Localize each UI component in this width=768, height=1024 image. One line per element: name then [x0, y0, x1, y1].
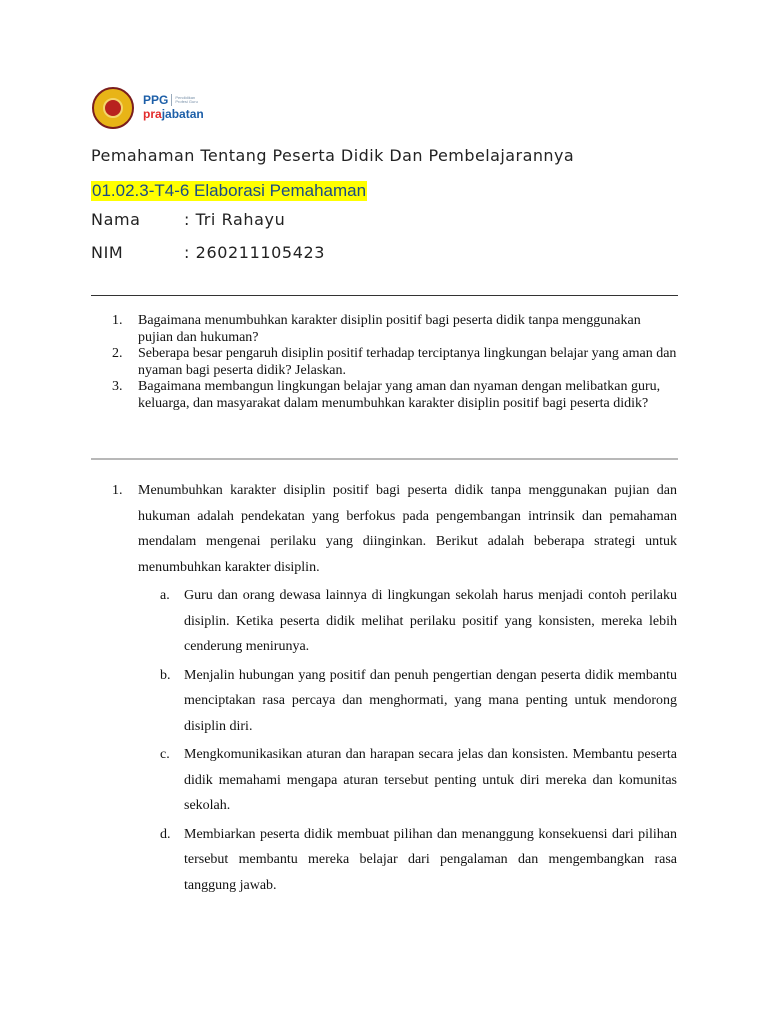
strategy-text: Mengkomunikasikan aturan dan harapan secara jelas dan konsisten. Membantu peserta didik memahami mengapa aturan tersebut penting untuk diri mereka dan komunitas sekolah.: [184, 747, 677, 813]
name-label: Nama: [91, 210, 141, 229]
brand-pra: pra: [143, 107, 162, 121]
brand-text: [143, 94, 204, 122]
answer-intro: Menumbuhkan karakter disiplin positif bagi peserta didik tanpa menggunakan pujian dan hukuman adalah pendekatan yang berfokus pada pengembangan intrinsik dan pemahaman mendalam mengenai perilaku yang diinginkan. Berikut adalah beberapa strategi untuk menumbuhkan karakter disiplin.: [138, 483, 677, 575]
question-text: Bagaimana menumbuhkan karakter disiplin positif bagi peserta didik tanpa menggunakan pujian dan hukuman?: [138, 313, 641, 345]
nim-row: [91, 243, 325, 262]
question-item: 2. Seberapa besar pengaruh disiplin positif terhadap terciptanya lingkungan belajar yang aman dan nyaman bagi peserta didik? Jelaskan.: [112, 346, 677, 378]
brand-jabatan: jabatan: [161, 107, 204, 121]
assignment-code: 01.02.3-T4-6 Elaborasi Pemahaman: [92, 181, 367, 200]
name-value: : Tri Rahayu: [184, 210, 286, 229]
strategy-text: Menjalin hubungan yang positif dan penuh pengertian dengan peserta didik membantu menciptakan rasa percaya dan menghormati, yang mana penting untuk mendorong disiplin diri.: [184, 667, 677, 734]
university-seal-icon: [92, 87, 134, 129]
nim-value: : 260211105423: [184, 243, 326, 262]
answer-item: 1. Menumbuhkan karakter disiplin positif bagi peserta didik tanpa menggunakan pujian dan hukuman adalah pendekatan yang berfokus pada pengembangan intrinsik dan pemahaman mendalam mengenai perilaku yang diinginkan. Berikut adalah beberapa strategi untuk menumbuhkan karakter disiplin.: [112, 478, 677, 580]
question-text: Bagaimana membangun lingkungan belajar yang aman dan nyaman dengan melibatkan guru, keluarga, dan masyarakat dalam menumbuhkan karakter disiplin positif bagi peserta didik?: [138, 379, 661, 411]
question-list: [112, 313, 677, 412]
divider-top: [91, 295, 678, 296]
document-title: Pemahaman Tentang Peserta Didik Dan Pembelajarannya: [91, 146, 575, 165]
ppg-prajabatan-logo: [92, 86, 222, 130]
question-text: Seberapa besar pengaruh disiplin positif terhadap terciptanya lingkungan belajar yang aman dan nyaman bagi peserta didik? Jelaskan.: [138, 346, 677, 378]
ppg-tagline: Pendidikan Profesi Guru: [175, 95, 198, 104]
divider-middle: [91, 458, 678, 460]
ppg-label: PPG: [143, 93, 169, 107]
strategy-item: d. Membiarkan peserta didik membuat pilihan dan menanggung konsekuensi dari pilihan tersebut membantu mereka belajar dari pengalaman dan mengembangkan rasa tanggung jawab.: [160, 822, 677, 899]
question-item: 1. Bagaimana menumbuhkan karakter disiplin positif bagi peserta didik tanpa menggunakan pujian dan hukuman?: [112, 313, 677, 346]
strategy-item: a. Guru dan orang dewasa lainnya di lingkungan sekolah harus menjadi contoh perilaku disiplin. Ketika peserta didik melihat perilaku positif yang konsisten, mereka lebih cenderung menirunya.: [160, 583, 677, 660]
strategy-item: b. Menjalin hubungan yang positif dan penuh pengertian dengan peserta didik membantu menciptakan rasa percaya dan menghormati, yang mana penting untuk mendorong disiplin diri.: [160, 663, 677, 740]
strategy-item: c. Mengkomunikasikan aturan dan harapan secara jelas dan konsisten. Membantu peserta didik memahami mengapa aturan tersebut penting untuk diri mereka dan komunitas sekolah.: [160, 742, 677, 819]
name-row: [91, 210, 285, 229]
strategy-text: Guru dan orang dewasa lainnya di lingkungan sekolah harus menjadi contoh perilaku disiplin. Ketika peserta didik melihat perilaku positif yang konsisten, mereka lebih cenderung menirunya.: [184, 588, 677, 654]
strategy-text: Membiarkan peserta didik membuat pilihan dan menanggung konsekuensi dari pilihan tersebut membantu mereka belajar dari pengalaman dan mengembangkan rasa tanggung jawab.: [184, 826, 677, 893]
strategy-list: [112, 583, 677, 898]
nim-label: NIM: [91, 243, 124, 262]
question-item: 3. Bagaimana membangun lingkungan belajar yang aman dan nyaman dengan melibatkan guru, keluarga, dan masyarakat dalam menumbuhkan karakter disiplin positif bagi peserta didik?: [112, 379, 677, 412]
answer-section: [112, 478, 677, 898]
